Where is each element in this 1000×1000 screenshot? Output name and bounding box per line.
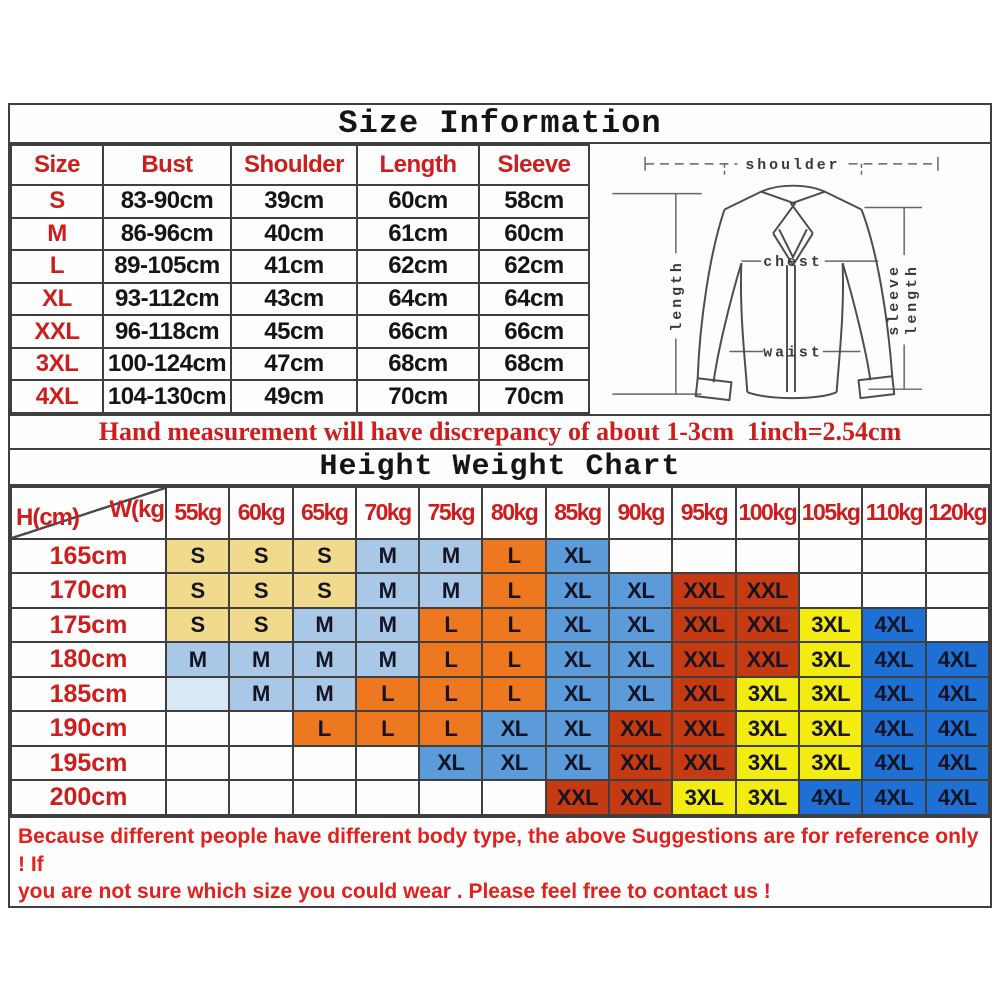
- measurement-cell: 61cm: [357, 218, 479, 251]
- hw-size-cell: XXL: [672, 711, 735, 746]
- hw-size-cell: 4XL: [926, 642, 989, 677]
- hw-size-cell: XL: [546, 539, 609, 574]
- hw-size-cell: [609, 539, 672, 574]
- hw-row: [11, 746, 989, 781]
- size-col-header: Sleeve: [479, 145, 589, 185]
- hw-size-cell: 4XL: [862, 711, 925, 746]
- hw-size-cell: M: [356, 642, 419, 677]
- shirt-diagram-area: [590, 144, 990, 414]
- sleeve-length-label-line1: sleeve: [887, 264, 904, 336]
- hw-size-cell: 3XL: [736, 780, 799, 815]
- hw-size-cell: XXL: [736, 573, 799, 608]
- hw-size-cell: S: [229, 573, 292, 608]
- measurement-cell: 41cm: [231, 250, 357, 283]
- height-row-header: 180cm: [11, 642, 166, 677]
- measurement-cell: 43cm: [231, 283, 357, 316]
- hw-size-cell: M: [293, 642, 356, 677]
- hw-size-cell: XL: [609, 608, 672, 643]
- hw-row: [11, 539, 989, 574]
- height-weight-chart-title: Height Weight Chart: [10, 450, 990, 486]
- weight-col-header: 110kg: [862, 487, 925, 539]
- hw-header-row: [11, 487, 989, 539]
- measurement-cell: 66cm: [357, 315, 479, 348]
- hw-size-cell: S: [166, 608, 229, 643]
- hw-size-cell: 4XL: [862, 780, 925, 815]
- weight-col-header: 90kg: [609, 487, 672, 539]
- measurement-cell: 83-90cm: [103, 185, 231, 218]
- height-row-header: 185cm: [11, 677, 166, 712]
- hw-row: [11, 573, 989, 608]
- hw-size-cell: L: [419, 608, 482, 643]
- hw-row: [11, 711, 989, 746]
- height-row-header: 165cm: [11, 539, 166, 574]
- hw-size-cell: [166, 711, 229, 746]
- size-col-header: Length: [357, 145, 479, 185]
- size-name-cell: M: [11, 218, 103, 251]
- hw-size-cell: [799, 539, 862, 574]
- hw-size-cell: [166, 780, 229, 815]
- height-row-header: 195cm: [11, 746, 166, 781]
- measurement-cell: 89-105cm: [103, 250, 231, 283]
- weight-col-header: 80kg: [482, 487, 545, 539]
- hw-size-cell: 4XL: [926, 677, 989, 712]
- size-name-cell: L: [11, 250, 103, 283]
- hw-size-cell: 3XL: [736, 677, 799, 712]
- measurement-cell: 70cm: [479, 380, 589, 413]
- hw-size-cell: XL: [546, 711, 609, 746]
- height-row-header: 190cm: [11, 711, 166, 746]
- hw-size-cell: 3XL: [799, 608, 862, 643]
- hw-size-cell: [166, 746, 229, 781]
- hw-size-cell: [229, 746, 292, 781]
- hw-size-cell: M: [293, 677, 356, 712]
- size-row: [11, 250, 589, 283]
- hw-size-cell: 4XL: [926, 780, 989, 815]
- hw-size-cell: S: [293, 539, 356, 574]
- hw-size-cell: XXL: [546, 780, 609, 815]
- measurement-cell: 49cm: [231, 380, 357, 413]
- hw-size-cell: 4XL: [862, 677, 925, 712]
- hw-size-cell: XXL: [672, 642, 735, 677]
- hw-size-cell: S: [229, 608, 292, 643]
- size-row: [11, 380, 589, 413]
- weight-axis-label: W(kg: [109, 495, 164, 523]
- size-row: [11, 315, 589, 348]
- measurement-cell: 96-118cm: [103, 315, 231, 348]
- hw-size-cell: 3XL: [799, 677, 862, 712]
- hw-size-cell: 3XL: [672, 780, 735, 815]
- measurement-cell: 86-96cm: [103, 218, 231, 251]
- size-name-cell: S: [11, 185, 103, 218]
- hw-size-cell: XXL: [609, 780, 672, 815]
- hw-size-cell: L: [482, 677, 545, 712]
- hw-size-cell: L: [293, 711, 356, 746]
- hw-size-cell: M: [229, 642, 292, 677]
- measurement-cell: 39cm: [231, 185, 357, 218]
- hw-size-cell: S: [166, 573, 229, 608]
- hw-size-cell: [926, 608, 989, 643]
- hw-size-cell: XXL: [736, 642, 799, 677]
- hw-row: [11, 642, 989, 677]
- measurement-cell: 62cm: [479, 250, 589, 283]
- hw-size-cell: L: [482, 573, 545, 608]
- weight-col-header: 55kg: [166, 487, 229, 539]
- hw-size-cell: 3XL: [736, 746, 799, 781]
- measurement-cell: 60cm: [479, 218, 589, 251]
- height-row-header: 170cm: [11, 573, 166, 608]
- hw-size-cell: [356, 780, 419, 815]
- measurement-cell: 93-112cm: [103, 283, 231, 316]
- hw-size-cell: [862, 573, 925, 608]
- height-row-header: 200cm: [11, 780, 166, 815]
- hw-size-cell: L: [356, 711, 419, 746]
- size-name-cell: XXL: [11, 315, 103, 348]
- size-name-cell: 3XL: [11, 348, 103, 381]
- weight-col-header: 105kg: [799, 487, 862, 539]
- hw-size-cell: 4XL: [926, 711, 989, 746]
- hw-size-cell: XXL: [672, 573, 735, 608]
- hw-size-cell: [736, 539, 799, 574]
- hw-size-cell: [862, 539, 925, 574]
- hw-size-cell: 3XL: [799, 746, 862, 781]
- hw-size-cell: [926, 539, 989, 574]
- hw-size-cell: M: [419, 573, 482, 608]
- measurement-cell: 70cm: [357, 380, 479, 413]
- footer-note-line2: you are not sure which size you could wear . Please feel free to contact us !: [18, 880, 771, 904]
- measurement-cell: 58cm: [479, 185, 589, 218]
- size-name-cell: XL: [11, 283, 103, 316]
- measurement-cell: 66cm: [479, 315, 589, 348]
- size-row: [11, 185, 589, 218]
- size-name-cell: 4XL: [11, 380, 103, 413]
- hw-size-cell: S: [166, 539, 229, 574]
- hw-size-cell: XL: [419, 746, 482, 781]
- hw-size-cell: [926, 573, 989, 608]
- size-table-header-row: [11, 145, 589, 185]
- hw-size-cell: XXL: [672, 608, 735, 643]
- hw-size-cell: XL: [546, 746, 609, 781]
- hw-size-cell: [672, 539, 735, 574]
- size-table: [10, 144, 590, 414]
- hw-size-cell: XXL: [609, 746, 672, 781]
- sleeve-length-label-line2: length: [905, 264, 922, 336]
- weight-col-header: 120kg: [926, 487, 989, 539]
- measurement-cell: 68cm: [357, 348, 479, 381]
- measurement-cell: 62cm: [357, 250, 479, 283]
- hw-size-cell: M: [229, 677, 292, 712]
- hw-size-cell: L: [482, 539, 545, 574]
- measurement-cell: 47cm: [231, 348, 357, 381]
- hw-size-cell: XL: [609, 677, 672, 712]
- height-weight-table: [10, 486, 990, 816]
- hw-size-cell: M: [166, 642, 229, 677]
- hw-size-cell: [799, 573, 862, 608]
- length-measure-label: length: [669, 260, 686, 332]
- hw-size-cell: XL: [482, 711, 545, 746]
- hw-row: [11, 608, 989, 643]
- measurement-cell: 40cm: [231, 218, 357, 251]
- hw-size-cell: XXL: [609, 711, 672, 746]
- weight-col-header: 85kg: [546, 487, 609, 539]
- hw-size-cell: [482, 780, 545, 815]
- hw-row: [11, 780, 989, 815]
- height-row-header: 175cm: [11, 608, 166, 643]
- hw-size-cell: XL: [546, 677, 609, 712]
- hw-size-cell: M: [356, 608, 419, 643]
- hw-size-cell: XL: [482, 746, 545, 781]
- hw-corner-cell: [11, 487, 166, 539]
- hw-size-cell: XXL: [672, 677, 735, 712]
- size-row: [11, 218, 589, 251]
- weight-col-header: 100kg: [736, 487, 799, 539]
- hw-size-cell: L: [356, 677, 419, 712]
- measurement-cell: 64cm: [357, 283, 479, 316]
- hw-size-cell: [419, 780, 482, 815]
- size-col-header: Shoulder: [231, 145, 357, 185]
- weight-col-header: 75kg: [419, 487, 482, 539]
- hw-row: [11, 677, 989, 712]
- measurement-cell: 68cm: [479, 348, 589, 381]
- hw-size-cell: [293, 780, 356, 815]
- measurement-cell: 100-124cm: [103, 348, 231, 381]
- hw-size-cell: M: [419, 539, 482, 574]
- hw-size-cell: 4XL: [926, 746, 989, 781]
- hw-size-cell: [166, 677, 229, 712]
- hw-size-cell: XL: [546, 573, 609, 608]
- measurement-cell: 104-130cm: [103, 380, 231, 413]
- hw-size-cell: M: [356, 573, 419, 608]
- size-col-header: Bust: [103, 145, 231, 185]
- hw-size-cell: L: [419, 711, 482, 746]
- measurement-cell: 45cm: [231, 315, 357, 348]
- shirt-outline: [696, 186, 895, 400]
- size-col-header: Size: [11, 145, 103, 185]
- hw-size-cell: 4XL: [862, 642, 925, 677]
- weight-col-header: 70kg: [356, 487, 419, 539]
- footer-note-line1: Because different people have different body type, the above Suggestions are for reference only ! If: [18, 824, 979, 876]
- weight-col-header: 95kg: [672, 487, 735, 539]
- hw-size-cell: XXL: [672, 746, 735, 781]
- content-frame: [8, 103, 992, 908]
- hw-size-cell: [229, 711, 292, 746]
- size-row: [11, 348, 589, 381]
- hw-size-cell: S: [229, 539, 292, 574]
- hw-size-cell: [229, 780, 292, 815]
- weight-col-header: 60kg: [229, 487, 292, 539]
- waist-measure-label: waist: [763, 345, 823, 362]
- hw-size-cell: XL: [546, 608, 609, 643]
- hw-size-cell: S: [293, 573, 356, 608]
- height-axis-label: H(cm): [16, 503, 80, 531]
- hw-size-cell: 4XL: [862, 746, 925, 781]
- hw-size-cell: L: [482, 642, 545, 677]
- measurement-cell: 60cm: [357, 185, 479, 218]
- hw-size-cell: 4XL: [862, 608, 925, 643]
- measurement-note: Hand measurement will have discrepancy of about 1-3cm 1inch=2.54cm: [10, 416, 990, 450]
- hw-size-cell: L: [419, 642, 482, 677]
- weight-col-header: 65kg: [293, 487, 356, 539]
- hw-size-cell: L: [419, 677, 482, 712]
- hw-size-cell: XXL: [736, 608, 799, 643]
- hw-size-cell: XL: [609, 573, 672, 608]
- hw-size-cell: 4XL: [799, 780, 862, 815]
- chest-measure-label: chest: [763, 255, 823, 272]
- measurement-cell: 64cm: [479, 283, 589, 316]
- shirt-diagram: [590, 144, 990, 414]
- main-section: [10, 144, 990, 416]
- height-weight-chart-section: [10, 486, 990, 818]
- footer-note: [10, 818, 990, 906]
- hw-size-cell: M: [356, 539, 419, 574]
- hw-size-cell: [356, 746, 419, 781]
- hw-size-cell: [293, 746, 356, 781]
- hw-size-cell: L: [482, 608, 545, 643]
- hw-size-cell: XL: [609, 642, 672, 677]
- hw-size-cell: XL: [546, 642, 609, 677]
- size-row: [11, 283, 589, 316]
- page-title: Size Information: [10, 105, 990, 144]
- hw-size-cell: 3XL: [736, 711, 799, 746]
- hw-size-cell: 3XL: [799, 642, 862, 677]
- hw-size-cell: M: [293, 608, 356, 643]
- hw-size-cell: 3XL: [799, 711, 862, 746]
- shoulder-measure-label: shoulder: [745, 157, 841, 174]
